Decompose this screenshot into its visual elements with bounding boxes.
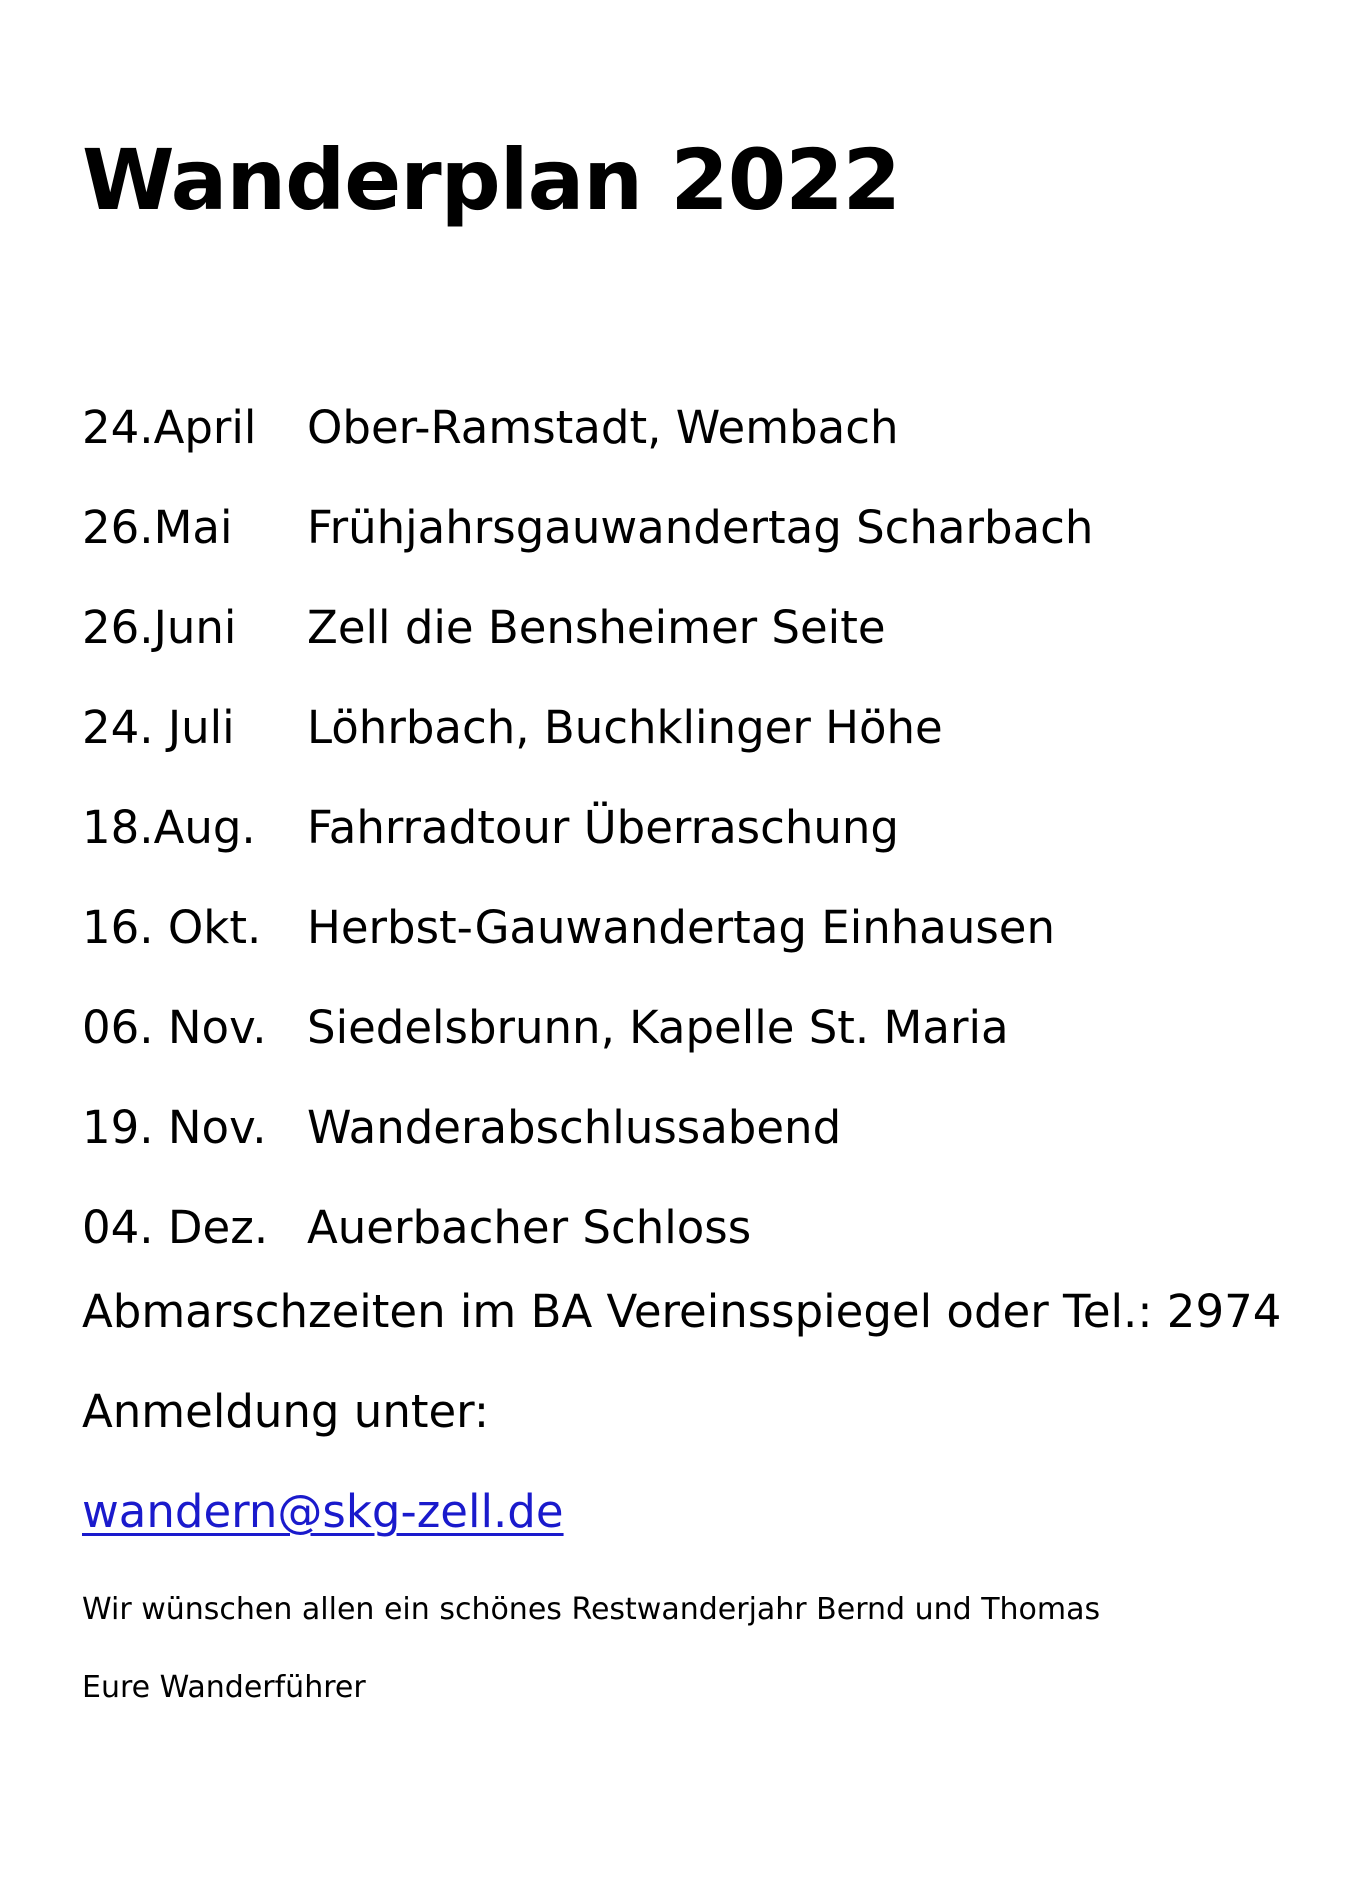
- schedule-row: [82, 978, 1093, 1078]
- closing-wish: Wir wünschen allen ein schönes Restwanderjahr Bernd und Thomas: [82, 1592, 1101, 1627]
- schedule-row: [82, 478, 1093, 578]
- schedule-row: [82, 578, 1093, 678]
- schedule-row: [82, 678, 1093, 778]
- schedule-event: Wanderabschlussabend: [307, 1101, 842, 1154]
- schedule-event: Auerbacher Schloss: [307, 1201, 752, 1254]
- hiking-schedule: [82, 378, 1093, 1278]
- schedule-date: 06. Nov.: [82, 1001, 267, 1054]
- schedule-row: [82, 378, 1093, 478]
- schedule-date: 24.April: [82, 401, 257, 454]
- page-title: Wanderplan 2022: [82, 131, 901, 229]
- schedule-row: [82, 778, 1093, 878]
- schedule-date: 04. Dez.: [82, 1201, 269, 1254]
- schedule-event: Löhrbach, Buchklinger Höhe: [307, 701, 943, 754]
- departure-info: Abmarschzeiten im BA Vereinsspiegel oder Tel.: 2974: [82, 1285, 1282, 1338]
- schedule-date: 26.Juni: [82, 601, 237, 654]
- schedule-event: Zell die Bensheimer Seite: [307, 601, 886, 654]
- registration-label: Anmeldung unter:: [82, 1385, 490, 1438]
- schedule-date: 19. Nov.: [82, 1101, 267, 1154]
- schedule-date: 16. Okt.: [82, 901, 262, 954]
- signature: Eure Wanderführer: [82, 1670, 366, 1705]
- schedule-date: 24. Juli: [82, 701, 235, 754]
- schedule-event: Fahrradtour Überraschung: [307, 801, 899, 854]
- schedule-row: [82, 1078, 1093, 1178]
- schedule-date: 26.Mai: [82, 501, 233, 554]
- schedule-row: [82, 878, 1093, 978]
- schedule-event: Siedelsbrunn, Kapelle St. Maria: [307, 1001, 1009, 1054]
- schedule-row: [82, 1178, 1093, 1278]
- schedule-event: Herbst-Gauwandertag Einhausen: [307, 901, 1055, 954]
- schedule-date: 18.Aug.: [82, 801, 256, 854]
- email-link[interactable]: wandern@skg-zell.de: [82, 1485, 564, 1538]
- schedule-event: Frühjahrsgauwandertag Scharbach: [307, 501, 1094, 554]
- schedule-event: Ober-Ramstadt, Wembach: [307, 401, 899, 454]
